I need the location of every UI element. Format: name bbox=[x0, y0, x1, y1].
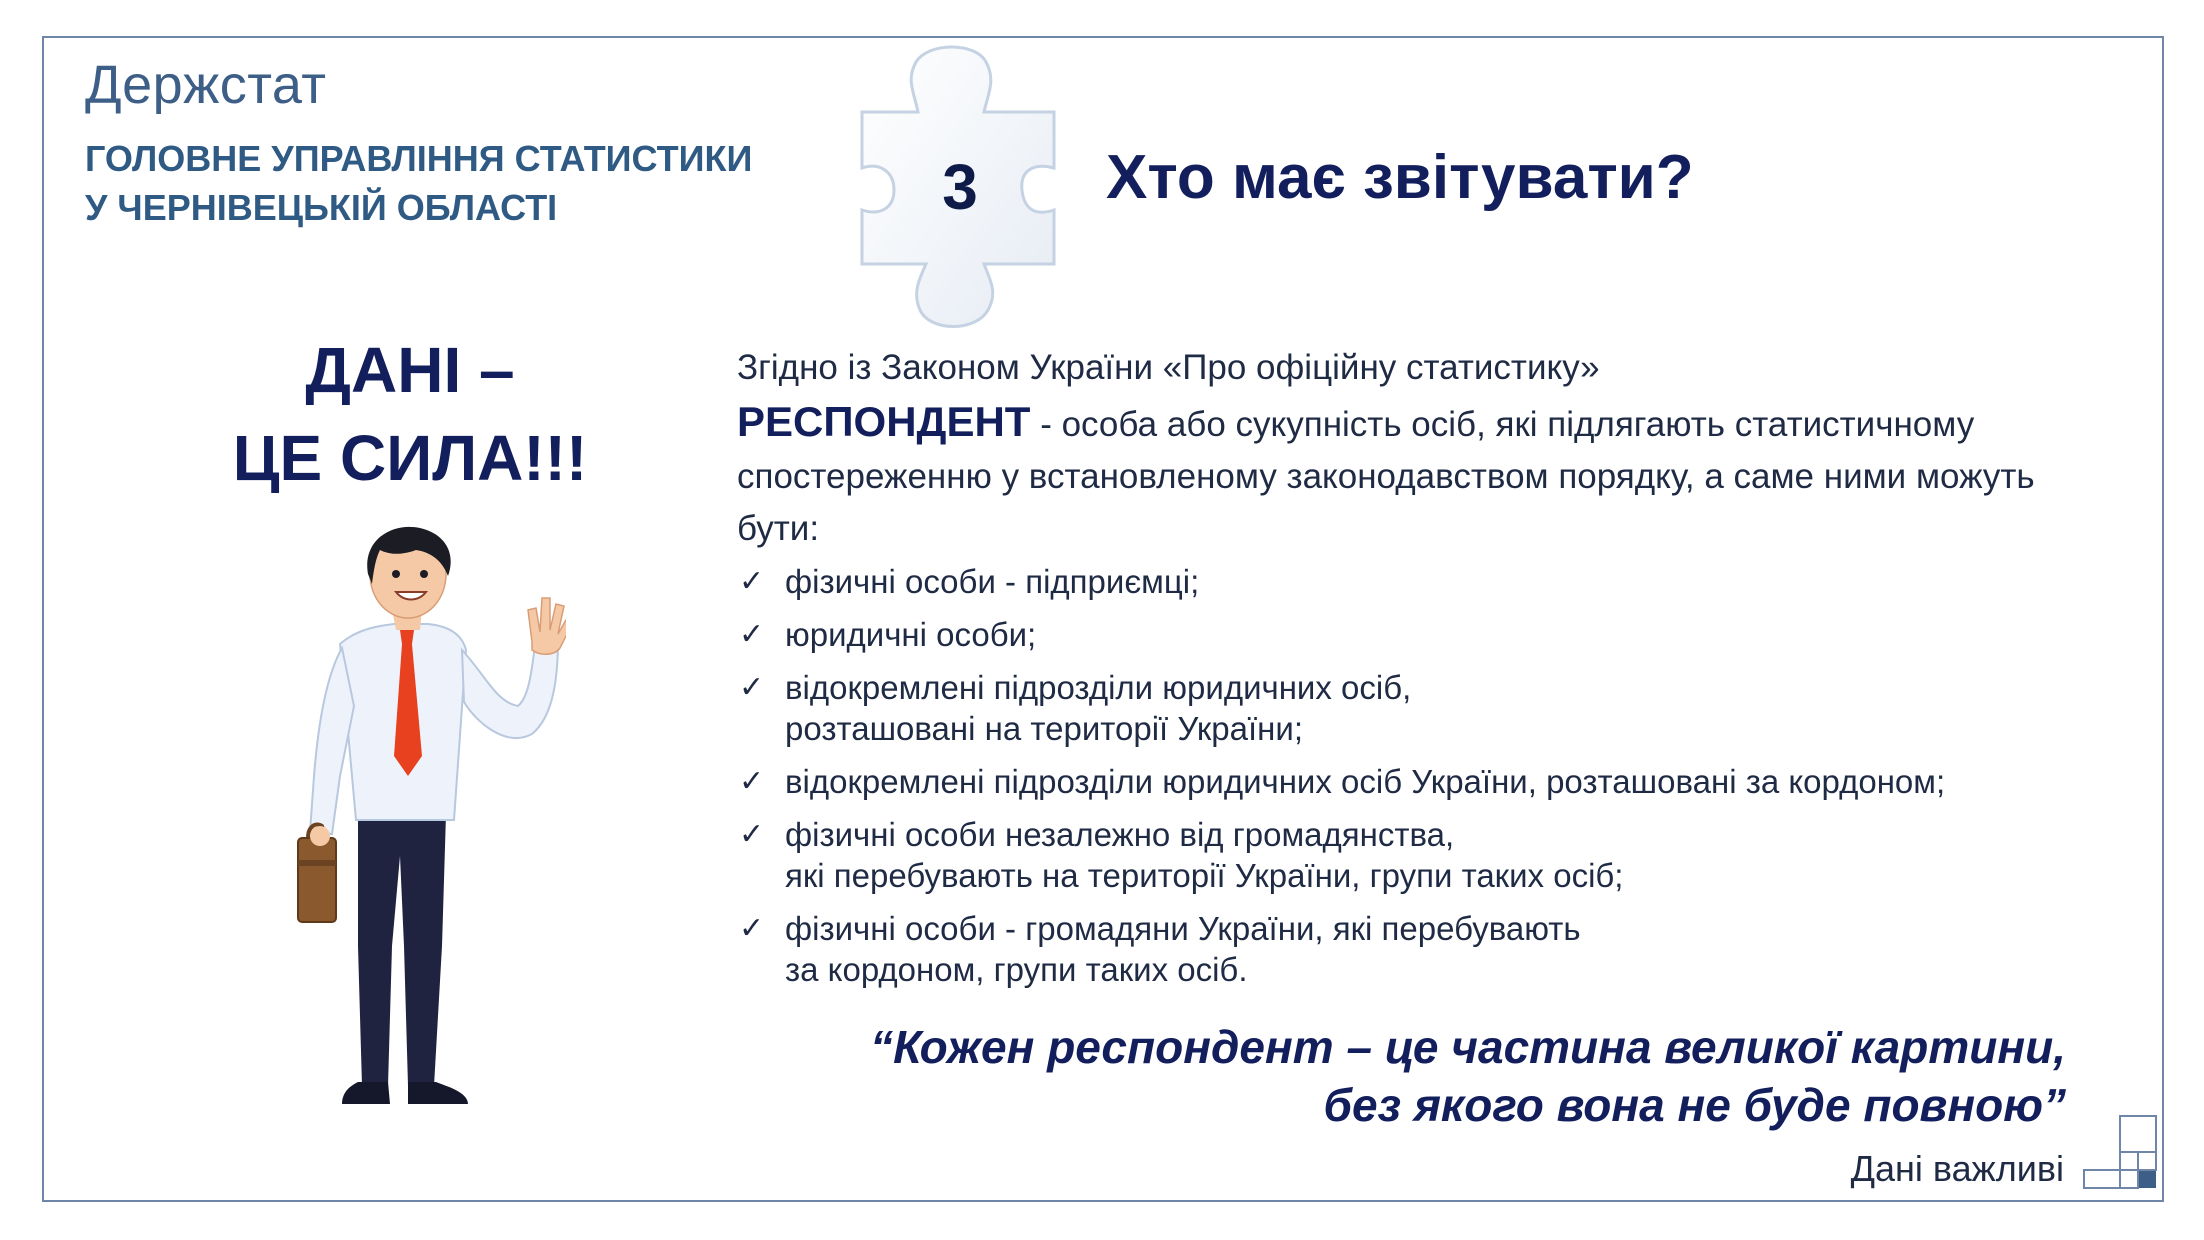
quote-line-2: без якого вона не буде повною” bbox=[1323, 1079, 2066, 1131]
org-line-2: У ЧЕРНІВЕЦЬКІЙ ОБЛАСТІ bbox=[85, 187, 558, 228]
checkmark-icon: ✓ bbox=[739, 671, 765, 704]
list-item bbox=[737, 814, 2087, 896]
list-item bbox=[737, 667, 2087, 749]
list-item-text: відокремлені підрозділи юридичних осіб, bbox=[785, 669, 1412, 706]
quote-line-1: “Кожен респондент – це частина великої картини, bbox=[870, 1021, 2066, 1073]
list-item-text: юридичні особи; bbox=[785, 616, 1037, 653]
list-item bbox=[737, 561, 2087, 602]
definition-text: - особа або сукупність осіб, які підлягають статистичному спостереженню у встановленому законодавством порядку, а саме ними можуть бути: bbox=[737, 405, 2035, 548]
list-item bbox=[737, 761, 2087, 802]
respondent-list bbox=[737, 561, 2087, 990]
businessman-illustration bbox=[296, 526, 566, 1112]
list-item-text: фізичні особи - підприємці; bbox=[785, 563, 1200, 600]
tagline: Дані важливі bbox=[1850, 1148, 2064, 1189]
list-item-text: які перебувають на території України, групи таких осіб; bbox=[785, 857, 1624, 894]
list-item-text: розташовані на території України; bbox=[785, 710, 1303, 747]
quote bbox=[870, 1018, 2066, 1134]
list-item-text: фізичні особи - громадяни України, які перебувають bbox=[785, 910, 1581, 947]
respondent-term: РЕСПОНДЕНТ bbox=[737, 398, 1031, 445]
law-reference: Згідно із Законом України «Про офіційну статистику» bbox=[737, 348, 1600, 387]
main-content bbox=[737, 344, 2087, 1002]
list-item-text: фізичні особи незалежно від громадянства, bbox=[785, 816, 1455, 853]
checkmark-icon: ✓ bbox=[739, 912, 765, 945]
respondent-definition bbox=[737, 396, 2087, 555]
checkmark-icon: ✓ bbox=[739, 618, 765, 651]
list-item bbox=[737, 908, 2087, 990]
slogan-line-2: ЦЕ СИЛА!!! bbox=[232, 422, 588, 494]
slogan-line-1: ДАНІ – bbox=[305, 334, 515, 406]
list-item-text: відокремлені підрозділи юридичних осіб України, розташовані за кордоном; bbox=[785, 763, 1946, 800]
slogan bbox=[160, 326, 660, 502]
org-line-1: ГОЛОВНЕ УПРАВЛІННЯ СТАТИСТИКИ bbox=[85, 138, 753, 179]
slide-title: Хто має звітувати? bbox=[1106, 143, 1694, 212]
checkmark-icon: ✓ bbox=[739, 765, 765, 798]
list-item bbox=[737, 614, 2087, 655]
derzhstat-logo: Держстат bbox=[85, 55, 327, 115]
grid-logo-icon bbox=[2082, 1114, 2158, 1190]
list-item-text: за кордоном, групи таких осіб. bbox=[785, 951, 1248, 988]
checkmark-icon: ✓ bbox=[739, 565, 765, 598]
organization-name bbox=[85, 134, 785, 232]
puzzle-number: 3 bbox=[942, 151, 978, 223]
checkmark-icon: ✓ bbox=[739, 818, 765, 851]
